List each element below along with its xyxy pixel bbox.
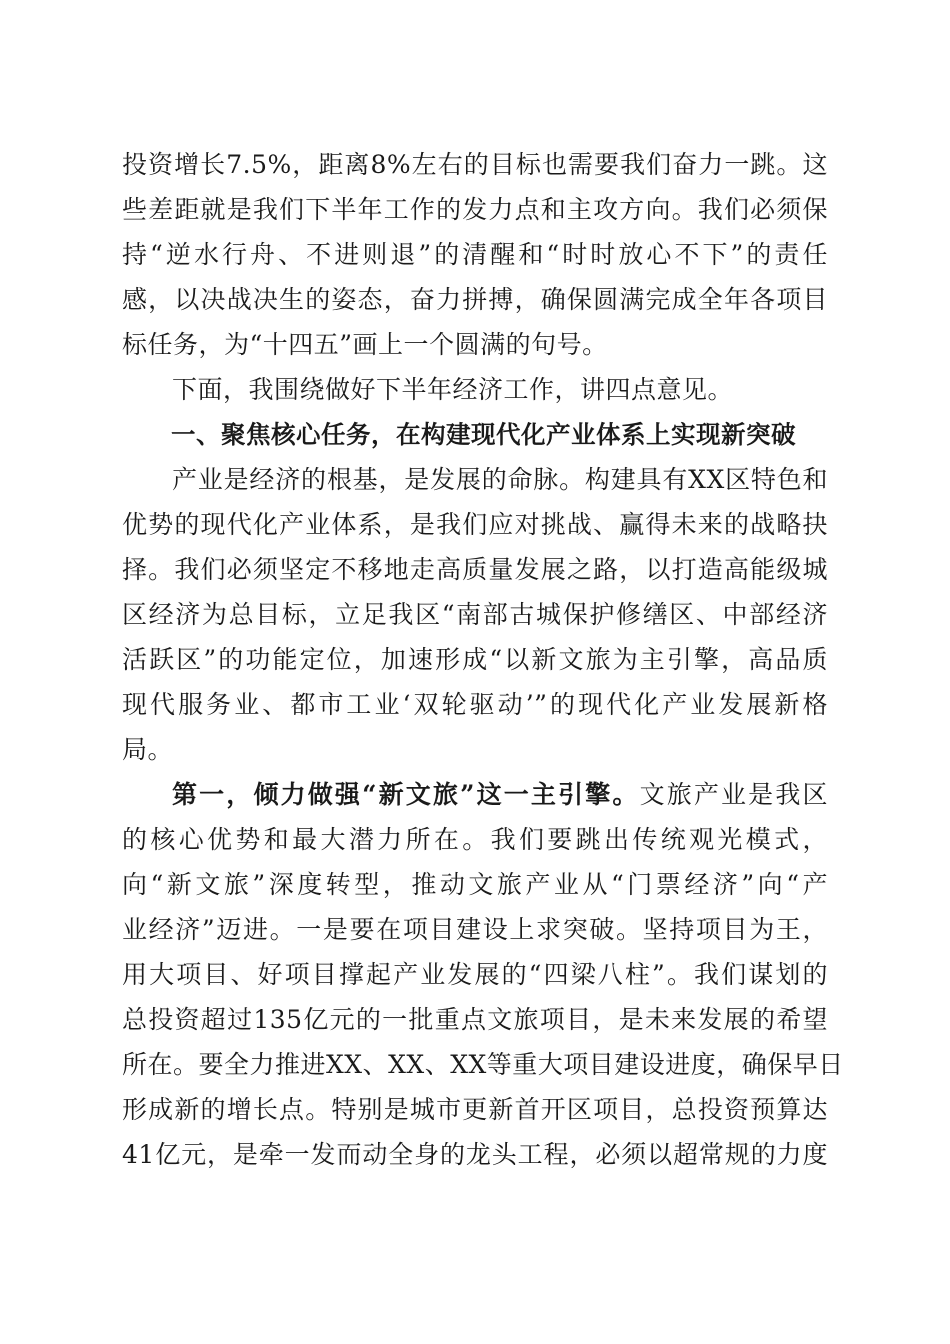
text-line: 区经济为总目标，立足我区“南部古城保护修缮区、中部经济 [122, 600, 828, 629]
text-line: 持“逆水行舟、不进则退”的清醒和“时时放心不下”的责任 [122, 240, 828, 269]
lead-sentence-continuation: 文旅产业是我区 [639, 780, 828, 809]
paragraph-industry-foundation [122, 457, 828, 772]
paragraph-new-cultural-tourism [122, 772, 844, 1177]
text-line: 形成新的增长点。特别是城市更新首开区项目，总投资预算达 [122, 1095, 828, 1124]
text-line: 产业是经济的根基，是发展的命脉。构建具有XX区特色和 [172, 465, 828, 494]
text-line: 总投资超过135亿元的一批重点文旅项目，是未来发展的希望 [122, 1005, 828, 1034]
text-line: 投资增长7.5%，距离8%左右的目标也需要我们奋力一跳。这 [122, 150, 828, 179]
text-line: 活跃区”的功能定位，加速形成“以新文旅为主引擎，高品质 [122, 645, 828, 674]
paragraph-intro-four-points [122, 367, 828, 412]
document-body [122, 142, 844, 1177]
heading-text: 一、聚焦核心任务，在构建现代化产业体系上实现新突破 [171, 420, 796, 449]
section-heading-one [122, 412, 828, 457]
text-line: 择。我们必须坚定不移地走高质量发展之路，以打造高能级城 [122, 555, 828, 584]
text-line: 标任务，为“十四五”画上一个圆满的句号。 [122, 330, 608, 359]
text-line: 局。 [122, 735, 174, 764]
text-line: 下面，我围绕做好下半年经济工作，讲四点意见。 [172, 375, 734, 404]
lead-sentence: 第一，倾力做强“新文旅”这一主引擎。 [172, 780, 640, 809]
text-line: 向“新文旅”深度转型，推动文旅产业从“门票经济”向“产 [122, 870, 828, 899]
text-line: 的核心优势和最大潜力所在。我们要跳出传统观光模式， [122, 825, 828, 854]
text-line: 些差距就是我们下半年工作的发力点和主攻方向。我们必须保 [122, 195, 828, 224]
text-line: 用大项目、好项目撑起产业发展的“四梁八柱”。我们谋划的 [122, 960, 828, 989]
text-line: 感，以决战决生的姿态，奋力拼搏，确保圆满完成全年各项目 [122, 285, 828, 314]
text-line: 现代服务业、都市工业‘双轮驱动’”的现代化产业发展新格 [122, 690, 828, 719]
text-line: 业经济”迈进。一是要在项目建设上求突破。坚持项目为王， [122, 915, 828, 944]
text-line [122, 772, 828, 817]
paragraph-investment-gap [122, 142, 828, 367]
text-line: 所在。要全力推进XX、XX、XX等重大项目建设进度，确保早日 [122, 1050, 844, 1079]
text-line: 41亿元，是牵一发而动全身的龙头工程，必须以超常规的力度 [122, 1140, 828, 1169]
text-line: 优势的现代化产业体系，是我们应对挑战、赢得未来的战略抉 [122, 510, 828, 539]
